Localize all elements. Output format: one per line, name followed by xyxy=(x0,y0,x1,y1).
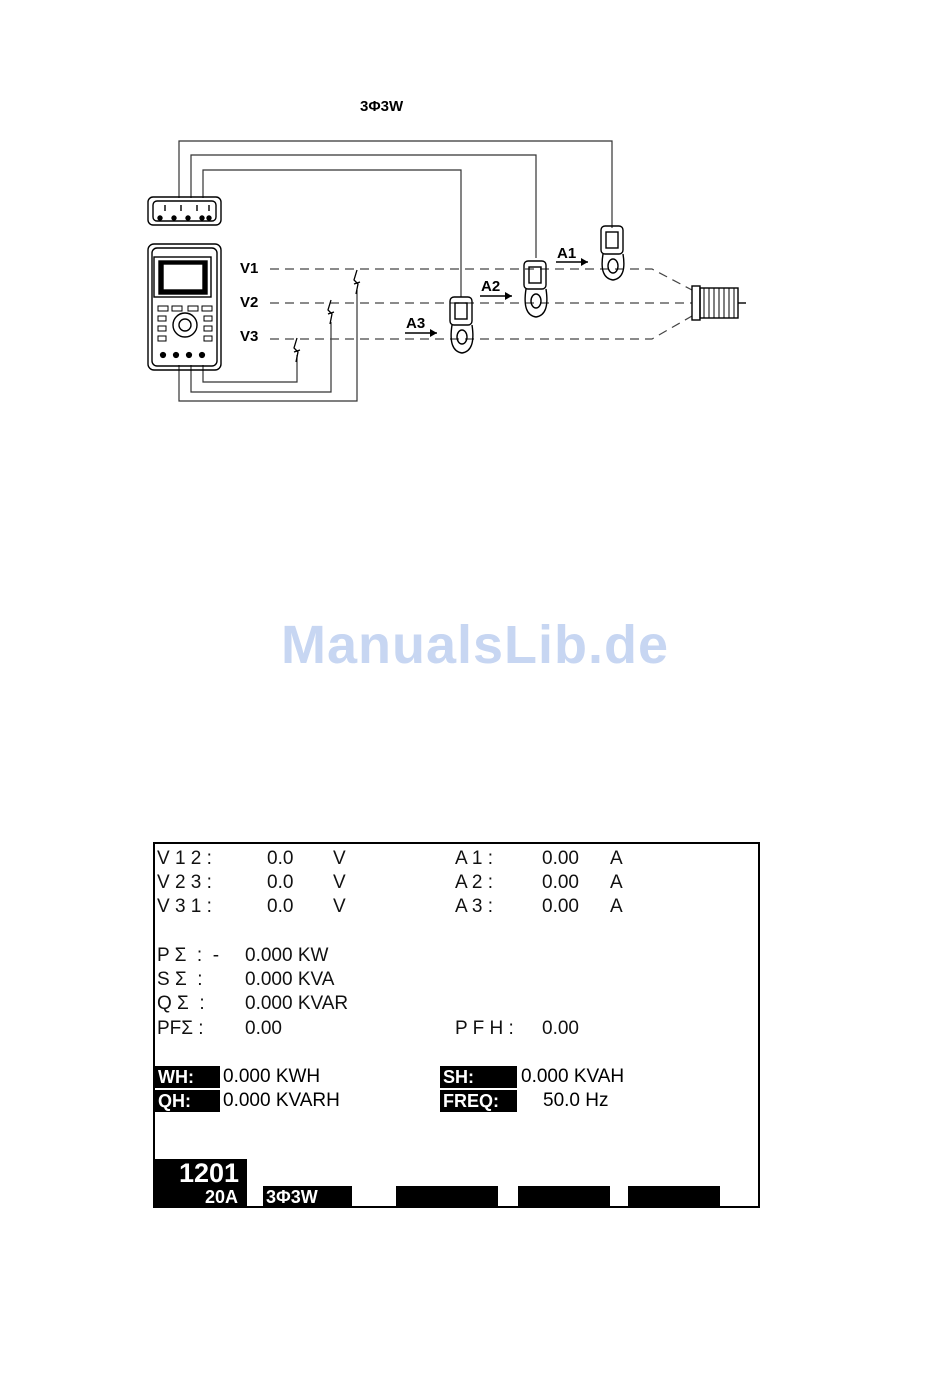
label-a1: A1 xyxy=(557,245,577,262)
a1-unit: A xyxy=(610,848,623,869)
ct-label: CT: xyxy=(541,1209,570,1229)
pfh-value: 0.00 xyxy=(542,1018,579,1039)
sec-badge xyxy=(396,1186,498,1229)
voltage-wires xyxy=(179,290,357,401)
lcd-screen xyxy=(153,842,760,1229)
watermark: ManualsLib.de xyxy=(280,615,670,675)
wh-value: 0.000 KWH xyxy=(223,1066,321,1087)
pt-value: 1 xyxy=(699,1209,710,1229)
label-v1: V1 xyxy=(240,260,259,277)
pfh-label: P F H : xyxy=(455,1018,514,1039)
wh-label: WH: xyxy=(155,1066,220,1088)
freq-label: FREQ: xyxy=(440,1090,517,1112)
label-a2: A2 xyxy=(481,278,501,295)
pt-badge xyxy=(628,1186,720,1229)
sh-label: SH: xyxy=(440,1066,517,1088)
a2-unit: A xyxy=(610,872,623,893)
clamp-arrows xyxy=(405,258,588,337)
ct-value: 1 xyxy=(589,1209,600,1229)
v23-unit: V xyxy=(333,872,346,893)
model-number: 1201 xyxy=(179,1158,240,1188)
p-sum-value: 0.000 KW xyxy=(245,945,329,966)
q-sum-value: 0.000 KVAR xyxy=(245,993,349,1014)
label-a3: A3 xyxy=(406,315,426,332)
s-sum-value: 0.000 KVA xyxy=(245,969,335,990)
a1-label: A 1 : xyxy=(455,848,494,869)
v23-value: 0.0 xyxy=(267,872,294,893)
freq-value: 50.0 Hz xyxy=(543,1090,609,1111)
pt-label: PT: xyxy=(651,1209,679,1229)
wiring-diagram xyxy=(0,0,950,440)
range-value: 20A xyxy=(205,1187,239,1207)
pf-sum-label: PFΣ : xyxy=(157,1018,204,1039)
v31-label: V 3 1 : xyxy=(157,896,212,917)
diagram-title: 3Φ3W xyxy=(360,98,404,115)
a2-value: 0.00 xyxy=(542,872,579,893)
v12-label: V 1 2 : xyxy=(157,848,212,869)
v23-label: V 2 3 : xyxy=(157,872,212,893)
current-clamps xyxy=(450,226,624,353)
a3-value: 0.00 xyxy=(542,896,579,917)
a1-value: 0.00 xyxy=(542,848,579,869)
motor xyxy=(692,286,746,320)
s-sum-label: S Σ : xyxy=(157,969,203,990)
label-v2: V2 xyxy=(240,294,259,311)
v12-unit: V xyxy=(333,848,346,869)
ct-badge xyxy=(518,1186,610,1229)
sec-value: 2 xyxy=(473,1209,484,1229)
v31-unit: V xyxy=(333,896,346,917)
qh-label: QH: xyxy=(155,1090,220,1112)
a3-label: A 3 : xyxy=(455,896,494,917)
voltage-probes xyxy=(294,270,360,362)
sec-label: SEC: xyxy=(419,1209,463,1229)
qh-value: 0.000 KVARH xyxy=(223,1090,340,1111)
clamp-connector xyxy=(148,197,221,225)
pf-sum-value: 0.00 xyxy=(245,1018,282,1039)
p-sum-label: P Σ : - xyxy=(157,945,220,966)
a3-unit: A xyxy=(610,896,623,917)
mode-badge: 3Φ3W xyxy=(263,1186,352,1208)
sh-value: 0.000 KVAH xyxy=(521,1066,625,1087)
v12-value: 0.0 xyxy=(267,848,294,869)
label-v3: V3 xyxy=(240,328,259,345)
v31-value: 0.0 xyxy=(267,896,294,917)
meter-device xyxy=(148,244,221,370)
a2-label: A 2 : xyxy=(455,872,494,893)
q-sum-label: Q Σ : xyxy=(157,993,205,1014)
